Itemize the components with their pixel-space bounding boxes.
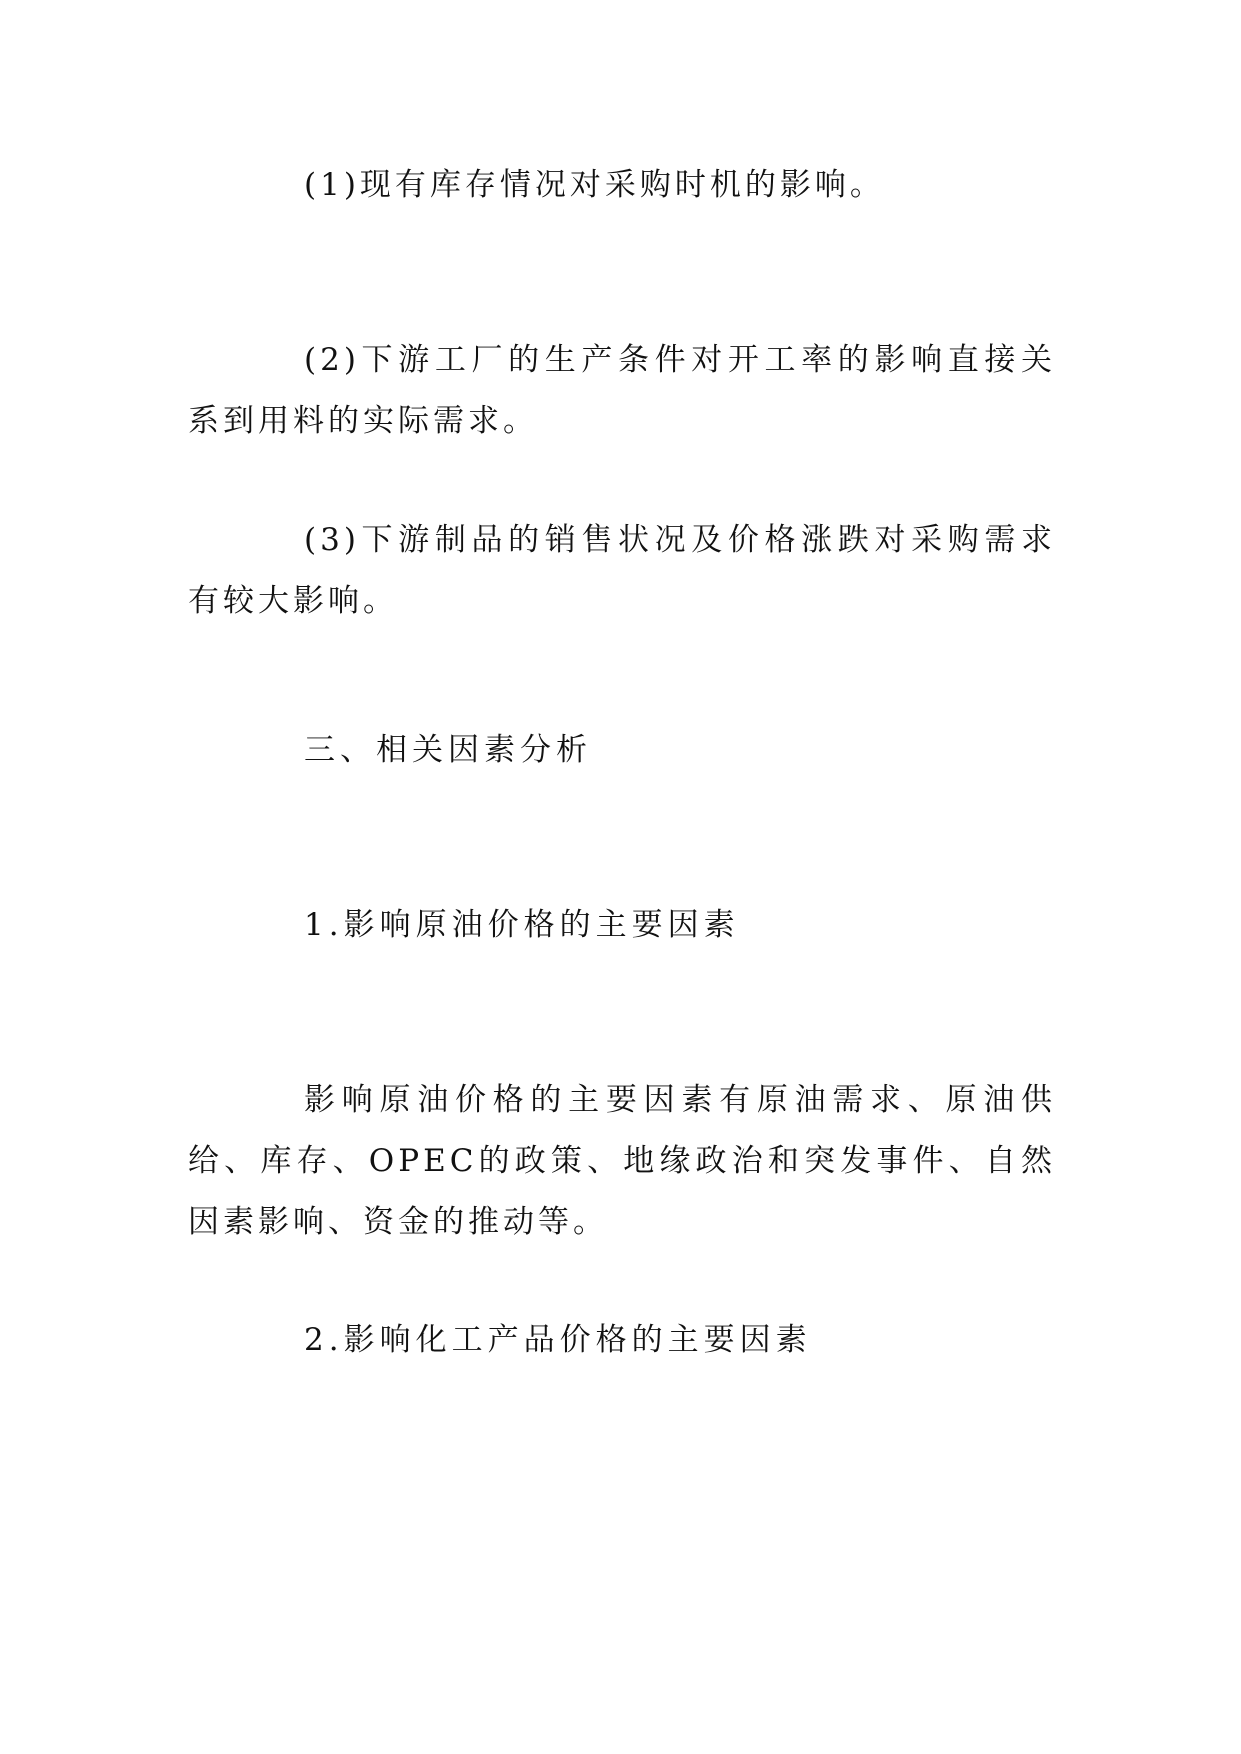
subheading-crude-oil-factors: 1.影响原油价格的主要因素: [304, 907, 740, 943]
paragraph-inventory-timing: (1)现有库存情况对采购时机的影响。: [304, 167, 885, 203]
paragraph-crude-oil-factors: 影响原油价格的主要因素有原油需求、原油供给、库存、OPEC的政策、地缘政治和突发事件、自然因素影响、资金的推动等。: [188, 1082, 1056, 1240]
paragraph-downstream-sales: (3)下游制品的销售状况及价格涨跌对采购需求有较大影响。: [188, 522, 1056, 619]
section-heading-related-factors: 三、相关因素分析: [304, 732, 592, 768]
paragraph-downstream-production: (2)下游工厂的生产条件对开工率的影响直接关系到用料的实际需求。: [188, 342, 1056, 439]
subheading-chemical-product-factors: 2.影响化工产品价格的主要因素: [304, 1322, 812, 1358]
